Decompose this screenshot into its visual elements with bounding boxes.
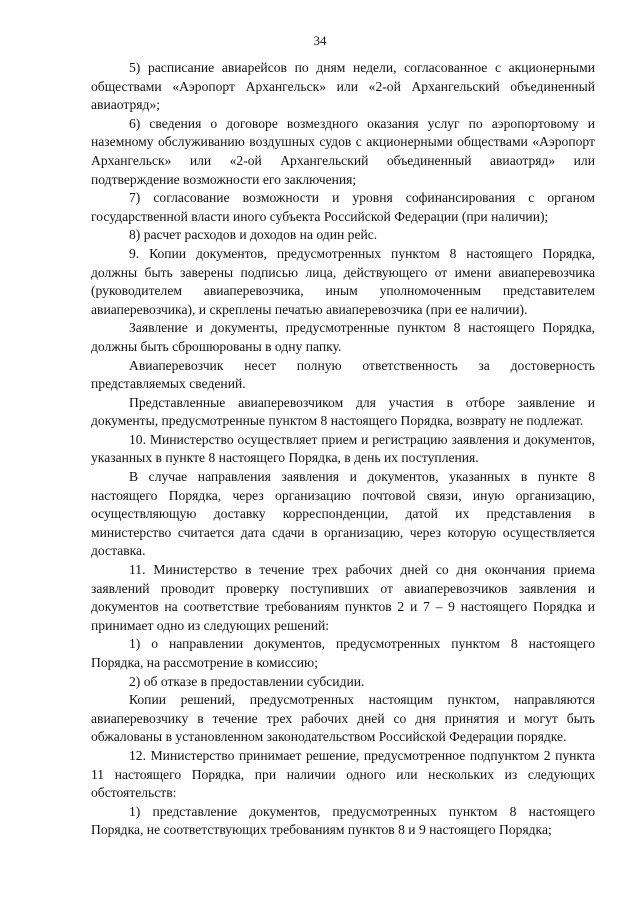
paragraph-circumstance-1: 1) представление документов, предусмотренных пунктом 8 настоящего Порядка, не соответствующих требованиям пунктов 8 и 9 настоящего Порядка; xyxy=(91,803,595,838)
page-number: 34 xyxy=(313,33,327,48)
paragraph-no-return: Представленные авиаперевозчиком для участия в отборе заявление и документы, предусмотренные пунктом 8 настоящего Порядка, возврату не подлежат. xyxy=(91,394,595,429)
paragraph-item-6: 6) сведения о договоре возмездного оказания услуг по аэропортовому и наземному обслуживанию воздушных судов с акционерными обществами «Аэропорт Архангельск» или «2-ой Архангельский объединенный авиаотряд» или подтверждение возможности его заключения; xyxy=(91,115,595,187)
paragraph-clause-12: 12. Министерство принимает решение, предусмотренное подпунктом 2 пункта 11 настоящего Порядка, при наличии одного или нескольких из следующих обстоятельств: xyxy=(91,747,595,801)
paragraph-decision-copies: Копии решений, предусмотренных настоящим пунктом, направляются авиаперевозчику в течение трех рабочих дней со дня принятия и могут быть обжалованы в установленном законодательством Российской Федерации порядке. xyxy=(91,692,595,745)
paragraph-clause-10: 10. Министерство осуществляет прием и регистрацию заявления и документов, указанных в пункте 8 настоящего Порядка, в день их поступления. xyxy=(91,431,595,466)
paragraph-decision-2: 2) об отказе в предоставлении субсидии. xyxy=(129,673,365,689)
paragraph-item-7: 7) согласование возможности и уровня софинансирования с органом государственной власти иного субъекта Российской Федерации (при наличии); xyxy=(91,190,595,224)
paragraph-clause-9: 9. Копии документов, предусмотренных пунктом 8 настоящего Порядка, должны быть заверены подписью лица, действующего от имени авиаперевозчика (руководителем авиаперевозчика, иным уполномоченным представителем авиаперевозчика), и скреплены печатью авиаперевозчика (при ее наличии). xyxy=(91,245,595,317)
paragraph-folder-requirement: Заявление и документы, предусмотренные пунктом 8 настоящего Порядка, должны быть сброшюрованы в одну папку. xyxy=(91,320,595,354)
document-body xyxy=(91,59,595,840)
paragraph-decision-1: 1) о направлении документов, предусмотренных пунктом 8 настоящего Порядка, на рассмотрение в комиссию; xyxy=(91,636,595,670)
paragraph-item-5: 5) расписание авиарейсов по дням недели, согласованное с акционерными обществами «Аэропорт Архангельск» или «2-ой Архангельский объединенный авиаотряд»; xyxy=(91,60,595,113)
paragraph-postal-delivery: В случае направления заявления и документов, указанных в пункте 8 настоящего Порядка, через организацию почтовой связи, иную организацию, осуществляющую доставку корреспонденции, датой их представления в министерство считается дата сдачи в организацию, через которую осуществляется доставка. xyxy=(91,469,595,559)
paragraph-item-8: 8) расчет расходов и доходов на один рейс. xyxy=(129,227,378,243)
paragraph-responsibility: Авиаперевозчик несет полную ответственность за достоверность представляемых сведений. xyxy=(91,357,595,392)
paragraph-clause-11: 11. Министерство в течение трех рабочих дней со дня окончания приема заявлений проводит проверку поступивших от авиаперевозчиков заявления и документов на соответствие требованиям пунктов 2 и 7 – 9 настоящего Порядка и принимает одно из следующих решений: xyxy=(91,562,595,633)
